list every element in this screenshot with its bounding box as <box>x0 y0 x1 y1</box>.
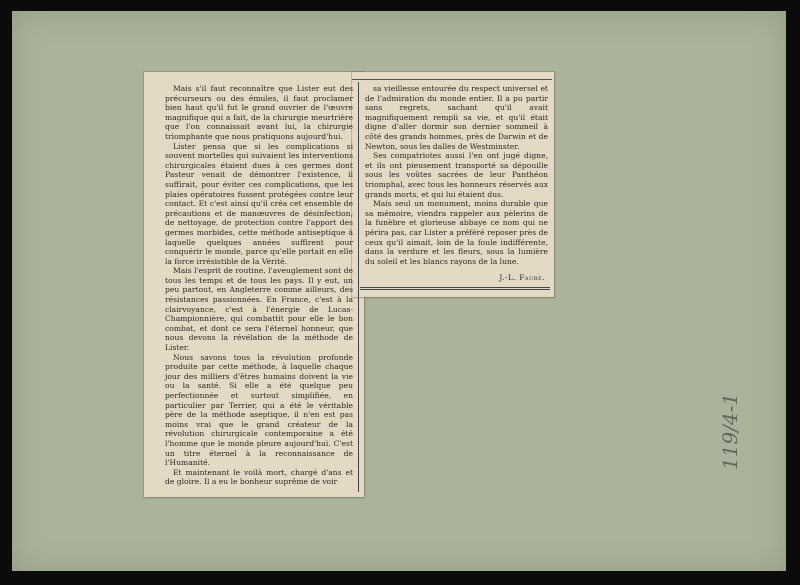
paragraph: Mais seul un monument, moins durable que sa mémoire, viendra rappeler aux pèlerins de la funèbre et glorieuse abbaye ce nom qui ne périra pas, car Lister a préféré reposer près de ceux qu'il aimait, loin de la foule indifférente, dans la verdure et les fleurs, sous la lumière du soleil et les blancs rayons de la lune. <box>365 199 548 266</box>
paragraph: Ses compatriotes aussi l'en ont jugé digne, et ils ont pieusement transporté sa dépouille sous les voûtes sacrées de leur Panthéon triomphal, avec tous les honneurs réservés aux grands morts, et qui lui étaient dus. <box>365 151 548 199</box>
author-signature <box>365 273 545 282</box>
column-divider <box>358 82 359 492</box>
article-text-right <box>365 84 548 266</box>
paragraph: Lister pensa que si les complications si souvent mortelles qui suivaient les interventions chirurgicales étaient dues à ces germes dont Pasteur venait de démontrer l'existence, il suffirait, pour éviter ces complications, que les plaies opératoires fussent protégées contre leur contact. Et c'est ainsi qu'il créa cet ensemble de précautions et de manœuvres de désinfection, de nettoyage, de protection contre l'apport des germes morbides, cette méthode antiseptique à laquelle quelques années suffirent pour conquérir le monde, parce qu'elle portait en elle la force irrésistible de la Vérité. <box>165 141 353 266</box>
paragraph: Nous savons tous la révolution profonde produite par cette méthode, à laquelle chaque jour des milliers d'êtres humains doivent la vie ou la santé. Si elle a été quelque peu perfectionnée et surtout simplifiée, en particulier par Terrier, qui a été le véritable père de la méthode aseptique, il n'en est pas moins vrai que le grand créateur de la révolution chirurgicale contemporaine a été l'homme que le monde pleure aujourd'hui. C'est un titre éternel à la reconnaissance de l'Humanité. <box>165 352 353 468</box>
pencil-annotation: 119/4-1 <box>718 392 742 470</box>
article-text-left <box>165 84 353 487</box>
paragraph: Et maintenant le voilà mort, chargé d'ans et de gloire. Il a eu le bonheur suprême de voir <box>165 467 353 487</box>
author-initials: J.-L. <box>499 273 517 282</box>
paragraph: Mais l'esprit de routine, l'aveuglement sont de tous les temps et de tous les pays. Il y eut, un peu partout, en Angleterre comme ailleurs, des résistances passionnées. En France, c'est à la clairvoyance, c'est à l'énergie de Lucas-Championnière, qui combattit pour elle le bon combat, et dont ce sera l'éternel honneur, que nous devons la révélation de la méthode de Lister. <box>165 266 353 353</box>
paragraph: sa vieillesse entourée du respect universel et de l'admiration du monde entier. Il a pu partir sans regrets, sachant qu'il avait magnifiquement rempli sa vie, et qu'il était digne d'aller dormir son dernier sommeil à côté des grands hommes, près de Darwin et de Newton, sous les dalles de Westminster. <box>365 84 548 151</box>
article-end-rule <box>360 287 550 290</box>
column-top-rule <box>352 79 552 80</box>
paragraph: Mais s'il faut reconnaître que Lister eut des précurseurs ou des émules, il faut proclamer bien haut qu'il fut le grand ouvrier de l'œuvre magnifique qui a fait, de la chirurgie meurtrière que l'on connaissait avant lui, la chirurgie triomphante que nous pratiquons aujourd'hui. <box>165 84 353 141</box>
author-name: Faure. <box>519 273 545 282</box>
